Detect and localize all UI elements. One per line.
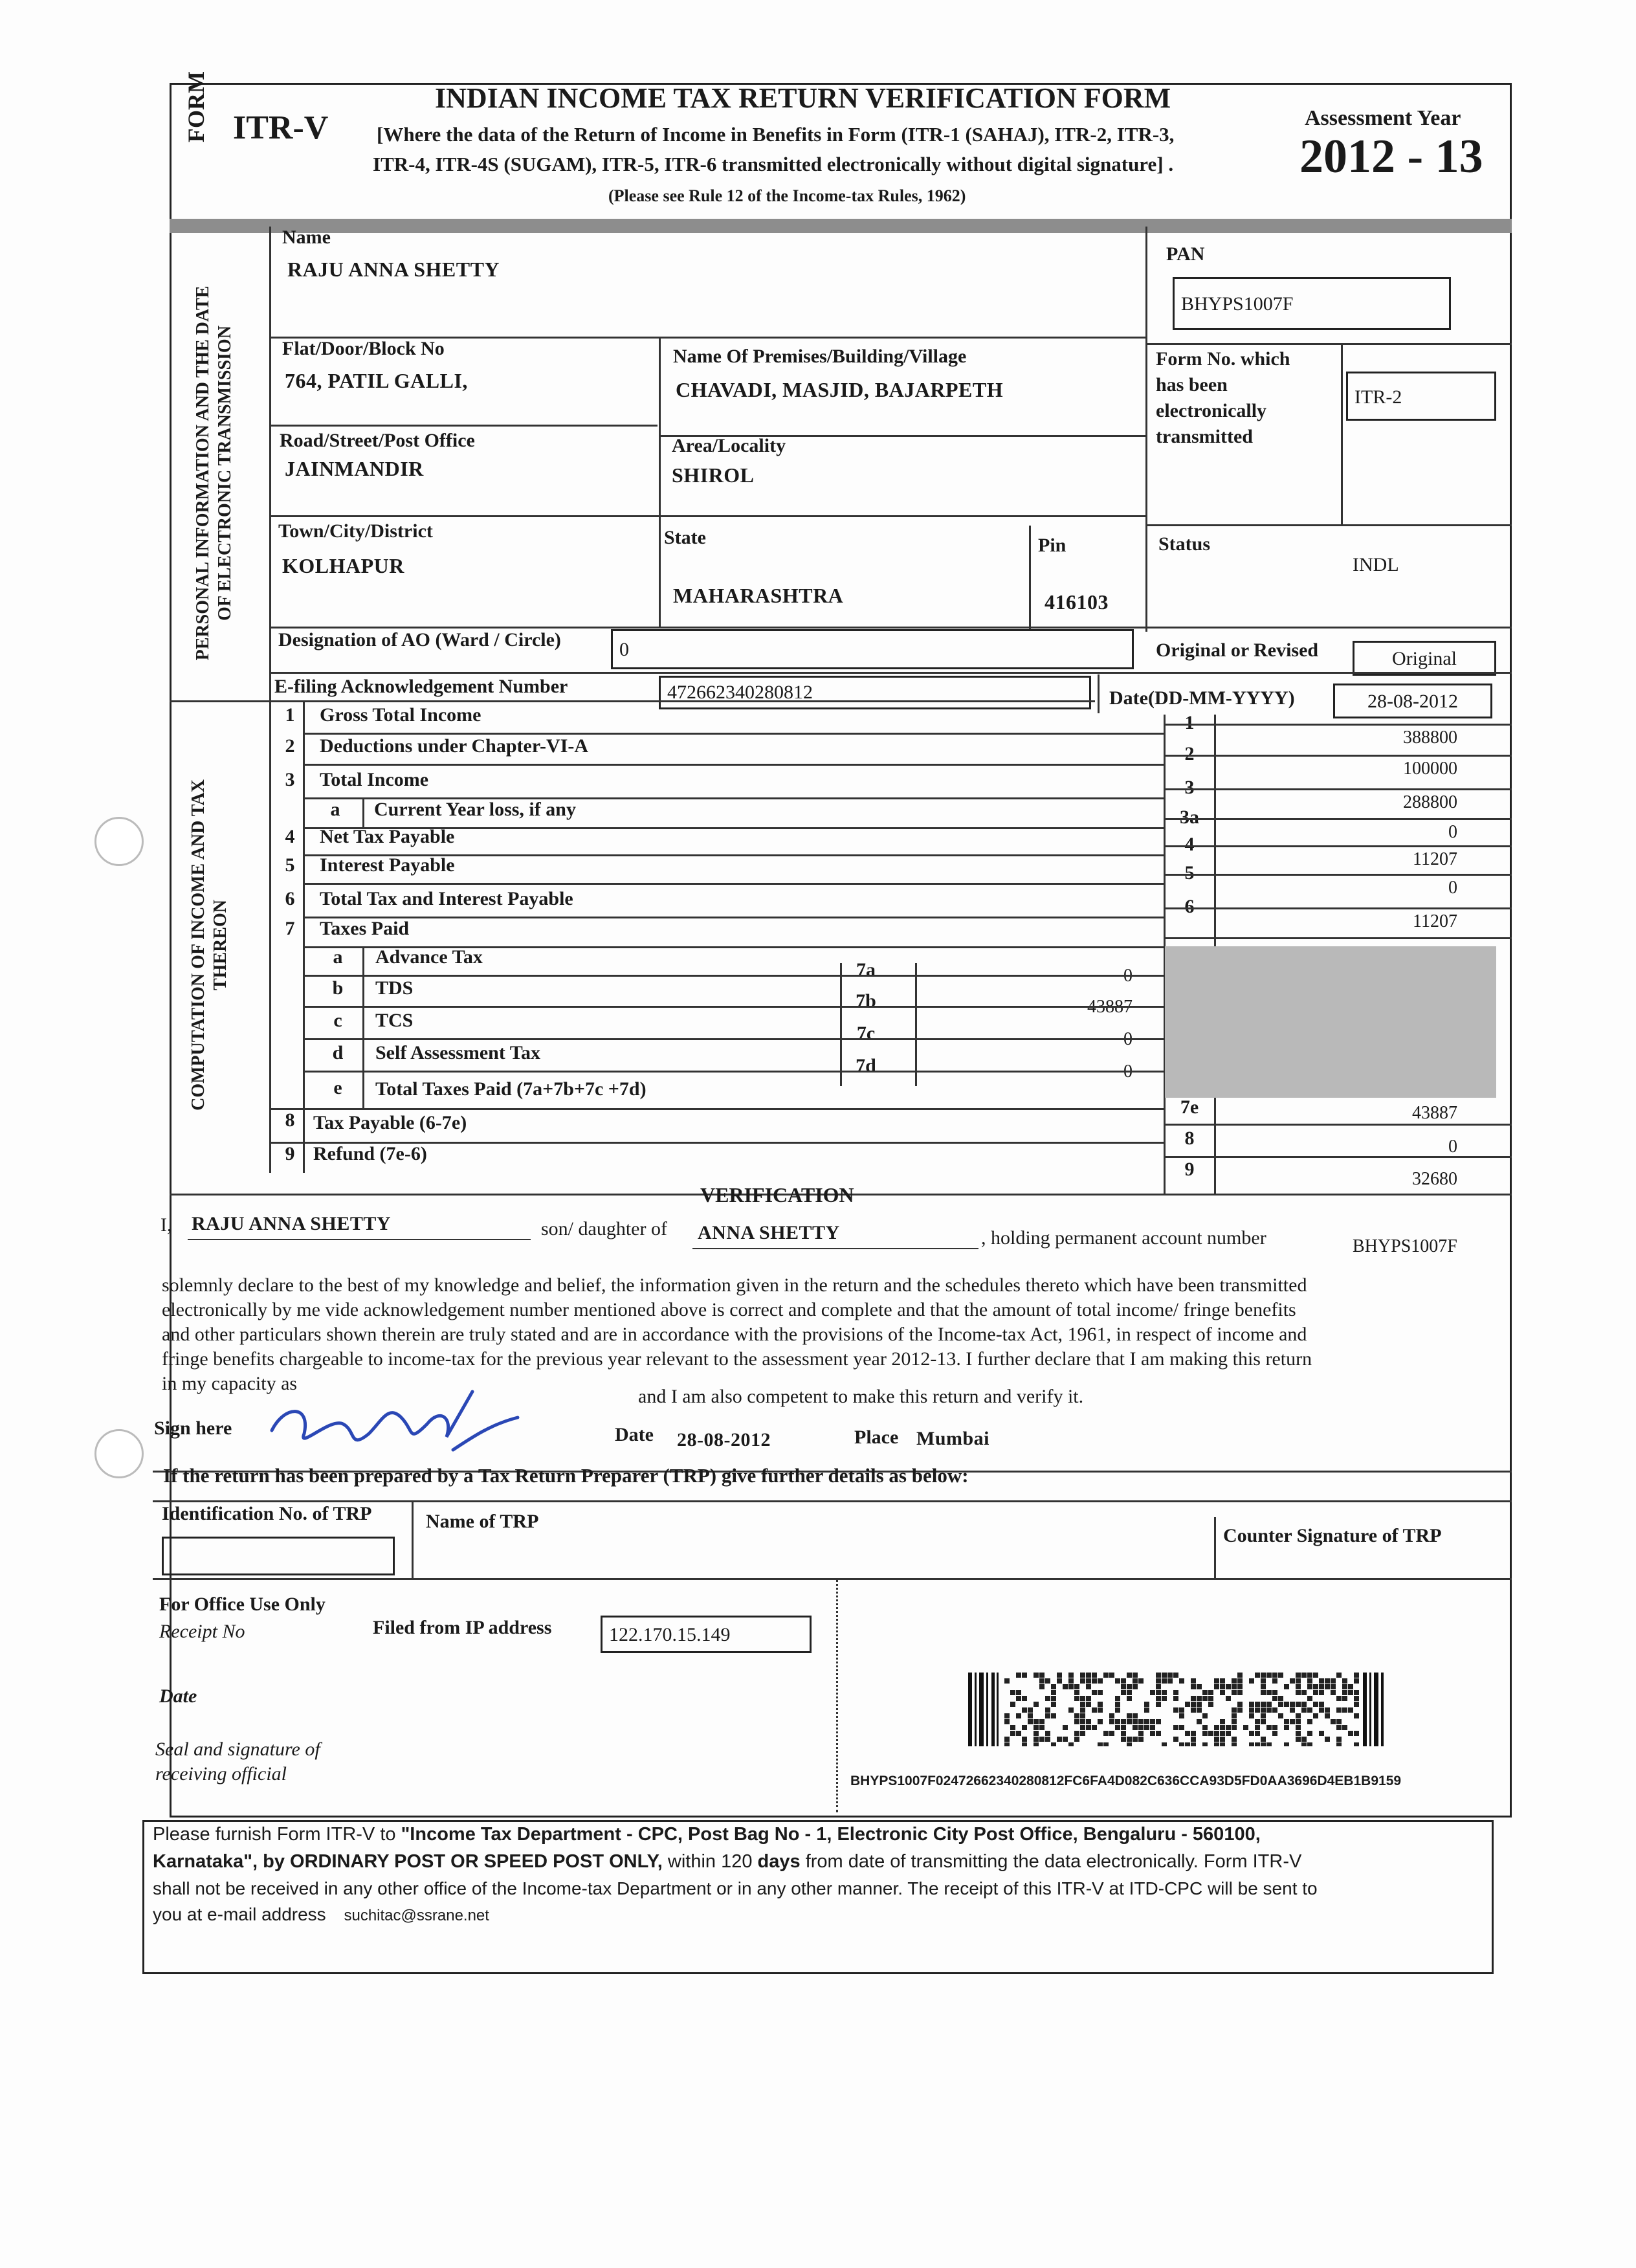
orig-label: Original or Revised (1156, 639, 1319, 661)
status-label: Status (1158, 533, 1211, 555)
row-value: 0 (1448, 822, 1457, 842)
rule (659, 337, 661, 628)
verif-father: ANNA SHETTY (698, 1222, 840, 1243)
tp-code: 7d (856, 1055, 876, 1076)
row-no: 6 (285, 888, 295, 909)
row-no: 2 (285, 735, 295, 757)
date-label: Date(DD-MM-YYYY) (1109, 687, 1295, 709)
footer-line-1 (153, 1824, 1261, 1845)
office-seal-2: receiving official (155, 1763, 287, 1784)
office-receipt: Receipt No (159, 1621, 245, 1642)
tax-payable-label: Tax Payable (6-7e) (313, 1112, 467, 1133)
tp-label: Advance Tax (375, 946, 483, 968)
office-seal-1: Seal and signature of (155, 1739, 320, 1760)
road-label: Road/Street/Post Office (280, 430, 475, 451)
rule (303, 883, 1164, 885)
rule (269, 425, 658, 427)
row-code: 2 (1184, 743, 1195, 764)
footer-line-2a: Karnataka", by (153, 1851, 291, 1872)
row-code: 3 (1184, 777, 1195, 798)
punch-hole-top (94, 817, 144, 866)
rule (269, 227, 271, 700)
rule (153, 1500, 1512, 1502)
rule (303, 1071, 1164, 1073)
form-no-label-2: has been (1156, 374, 1228, 395)
tp-no: b (332, 977, 344, 999)
rule (303, 1038, 1164, 1040)
tp-code: 7a (856, 959, 876, 981)
office-date: Date (159, 1685, 197, 1707)
rule (1164, 755, 1512, 757)
tp-code: 7c (856, 1023, 876, 1044)
tp-value: 0 (1123, 966, 1133, 986)
header-band (170, 219, 1512, 233)
tp-label: TCS (375, 1010, 414, 1031)
ack-field: 472662340280812 (659, 676, 1091, 709)
assessment-year: 2012 - 13 (1299, 130, 1483, 183)
rule (915, 963, 917, 1086)
rule (153, 1578, 1512, 1580)
refund-code: 9 (1184, 1159, 1195, 1180)
rule (1164, 724, 1512, 726)
total-taxes-no: e (333, 1077, 342, 1098)
tp-value: 0 (1123, 1062, 1133, 1082)
barcode-text: BHYPS1007F02472662340280812FC6FA4D082C636CCA93D5FD0AA3696D4EB1B9159 (850, 1773, 1402, 1788)
verif-para-2: electronically by me vide acknowledgement number mentioned above is correct and complete and that the amount of total income/ fringe benefits (162, 1299, 1296, 1320)
rule (1341, 343, 1343, 524)
tax-payable-code: 8 (1184, 1128, 1195, 1149)
rule (412, 1500, 414, 1578)
place-value: Mumbai (916, 1428, 990, 1449)
verif-son-of: son/ daughter of (541, 1218, 667, 1240)
footer-line-2e: from date of transmitting the data electronically. Form ITR-V (800, 1851, 1302, 1872)
footer-line-2c: within 120 (662, 1851, 758, 1872)
verification-heading: VERIFICATION (700, 1183, 854, 1206)
form-code: ITR-V (233, 109, 329, 146)
form-no-label-1: Form No. which (1156, 348, 1290, 370)
state-label: State (664, 527, 706, 548)
verif-date-label: Date (615, 1424, 654, 1445)
rule (303, 917, 1164, 918)
rule (1145, 524, 1512, 526)
tp-no: c (333, 1010, 342, 1031)
form-title: INDIAN INCOME TAX RETURN VERIFICATION FORM (435, 82, 1171, 114)
footer-email: suchitac@ssrane.net (344, 1907, 489, 1924)
tp-label: Self Assessment Tax (375, 1042, 541, 1063)
tax-payable-no: 8 (285, 1109, 295, 1131)
rule (269, 1108, 1164, 1110)
tp-label: TDS (375, 977, 414, 999)
ao-label: Designation of AO (Ward / Circle) (278, 629, 561, 650)
tp-value: 0 (1123, 1029, 1133, 1049)
form-subtitle-1: [Where the data of the Return of Income in Benefits in Form (ITR-1 (SAHAJ), ITR-2, ITR-3, (377, 123, 1175, 146)
punch-hole-bottom (94, 1429, 144, 1478)
refund-label: Refund (7e-6) (313, 1143, 427, 1164)
rule (840, 963, 842, 1086)
rule (269, 515, 1145, 517)
tp-value: 43887 (1087, 997, 1133, 1017)
sign-label: Sign here (154, 1418, 232, 1439)
row-code: 4 (1184, 834, 1195, 855)
ao-field: 0 (611, 629, 1134, 669)
town-value: KOLHAPUR (282, 554, 404, 577)
trp-counter-sig-label: Counter Signature of TRP (1223, 1525, 1442, 1546)
rule (362, 797, 364, 827)
row-no: 7 (285, 918, 295, 939)
verif-para-4: fringe benefits chargeable to income-tax for the previous year relevant to the assessment year 2012-13. I further declare that I am making this return (162, 1348, 1312, 1370)
ip-field: 122.170.15.149 (601, 1616, 812, 1653)
rule (362, 946, 364, 1108)
row-label: Net Tax Payable (320, 826, 455, 847)
verif-para-1: solemnly declare to the best of my knowledge and belief, the information given in the return and the schedules thereto which have been transmitted (162, 1274, 1307, 1296)
tp-no: a (333, 946, 343, 968)
rule (1214, 1517, 1216, 1578)
road-value: JAINMANDIR (285, 457, 424, 480)
rule (1164, 818, 1512, 820)
date-field: 28-08-2012 (1333, 684, 1492, 718)
rule (1164, 1124, 1512, 1126)
footer-line-3: shall not be received in any other office of the Income-tax Department or in any other manner. The receipt of this ITR-V at ITD-CPC will be sent to (153, 1878, 1318, 1898)
ip-label: Filed from IP address (373, 1617, 552, 1638)
row-label: Gross Total Income (320, 704, 481, 726)
row-no: a (330, 799, 340, 820)
rule (1098, 674, 1100, 713)
town-label: Town/City/District (278, 520, 433, 542)
rule (269, 627, 1512, 628)
row-value: 288800 (1403, 792, 1457, 812)
footer-line-2b: ORDINARY POST OR SPEED POST ONLY, (290, 1851, 663, 1872)
flat-value: 764, PATIL GALLI, (285, 369, 468, 392)
row-code: 3a (1180, 806, 1199, 828)
pan-label: PAN (1166, 243, 1205, 265)
trp-id-field (162, 1537, 395, 1575)
rule (1145, 343, 1512, 345)
trp-id-label: Identification No. of TRP (162, 1503, 372, 1524)
rule (269, 672, 1512, 674)
refund-value: 32680 (1412, 1169, 1457, 1189)
place-label: Place (854, 1427, 899, 1448)
row-label: Taxes Paid (320, 918, 410, 939)
rule (303, 975, 1164, 977)
area-label: Area/Locality (672, 435, 786, 456)
premises-label: Name Of Premises/Building/Village (673, 346, 967, 367)
row-value: 100000 (1403, 759, 1457, 779)
rule-note: (Please see Rule 12 of the Income-tax Rules, 1962) (608, 186, 966, 205)
row-value: 11207 (1413, 849, 1457, 869)
name-value: RAJU ANNA SHETTY (287, 258, 500, 281)
flat-label: Flat/Door/Block No (282, 338, 445, 359)
rule (303, 733, 1164, 735)
rule (1164, 845, 1512, 847)
personal-section-label: PERSONAL INFORMATION AND THE DATE OF ELECTRONIC TRANSMISSION (193, 285, 235, 661)
status-value: INDL (1353, 554, 1399, 575)
form-no-label-4: transmitted (1156, 426, 1253, 447)
total-taxes-label: Total Taxes Paid (7a+7b+7c +7d) (375, 1078, 647, 1100)
barcode (968, 1673, 1389, 1746)
rule (1164, 937, 1512, 939)
verif-i: I, (160, 1214, 172, 1236)
tp-no: d (332, 1042, 344, 1063)
form-subtitle-2: ITR-4, ITR-4S (SUGAM), ITR-5, ITR-6 transmitted electronically without digital signature] . (373, 153, 1174, 175)
footer-line-2 (153, 1851, 1301, 1873)
row-code: 1 (1184, 712, 1195, 733)
name-label: Name (282, 227, 331, 248)
row-no: 4 (285, 826, 295, 847)
row-code: 6 (1184, 896, 1195, 917)
tp-code: 7b (856, 990, 876, 1012)
ack-label: E-filing Acknowledgement Number (274, 676, 568, 697)
premises-value: CHAVADI, MASJID, BAJARPETH (676, 378, 1004, 401)
tax-payable-value: 0 (1448, 1137, 1457, 1157)
verif-date-value: 28-08-2012 (677, 1429, 771, 1451)
row-label: Current Year loss, if any (374, 799, 576, 820)
area-value: SHIROL (672, 463, 755, 487)
form-no-label-3: electronically (1156, 400, 1267, 421)
assessment-year-label: Assessment Year (1305, 106, 1461, 130)
row-label: Deductions under Chapter-VI-A (320, 735, 589, 757)
pin-label: Pin (1038, 535, 1067, 556)
footer-line-4a: you at e-mail address (153, 1904, 326, 1924)
pin-value: 416103 (1045, 590, 1109, 614)
office-title: For Office Use Only (159, 1594, 326, 1615)
verif-para-5: in my capacity as (162, 1373, 298, 1394)
rule (1164, 788, 1512, 790)
pan-field: BHYPS1007F (1173, 277, 1451, 330)
footer-line-1b: "Income Tax Department - CPC, Post Bag No - 1, Electronic City Post Office, Bengaluru - 560100, (401, 1824, 1261, 1845)
row-label: Total Income (320, 769, 429, 790)
computation-section-label: COMPUTATION OF INCOME AND TAX THEREON (188, 779, 230, 1111)
verif-name: RAJU ANNA SHETTY (192, 1213, 392, 1234)
row-no: 5 (285, 854, 295, 876)
verif-para-3: and other particulars shown therein are truly stated and are in accordance with the provisions of the Income-tax Act, 1961, in respect of income and (162, 1324, 1307, 1345)
rule (1029, 526, 1031, 629)
verif-holding: , holding permanent account number (981, 1227, 1266, 1249)
rule (1164, 907, 1512, 909)
trp-note: If the return has been prepared by a Tax Return Preparer (TRP) give further details as below: (163, 1464, 969, 1487)
footer-line-1a: Please furnish Form ITR-V to (153, 1824, 401, 1845)
total-taxes-code: 7e (1180, 1096, 1199, 1118)
signature (259, 1379, 531, 1463)
rule (303, 1006, 1164, 1008)
rule (188, 1239, 531, 1240)
form-no-field: ITR-2 (1346, 372, 1496, 421)
rule (1145, 227, 1147, 632)
verif-pan: BHYPS1007F (1353, 1236, 1457, 1256)
row-no: 3 (285, 769, 295, 790)
rule (1164, 1156, 1512, 1158)
footer-line-2d: days (757, 1851, 801, 1872)
refund-no: 9 (285, 1143, 295, 1164)
rule (170, 700, 1095, 702)
form-word: FORM (183, 71, 209, 142)
trp-name-label: Name of TRP (426, 1511, 539, 1532)
verif-para-6: and I am also competent to make this return and verify it. (638, 1386, 1084, 1407)
row-value: 11207 (1413, 911, 1457, 931)
row-label: Total Tax and Interest Payable (320, 888, 573, 909)
footer-line-4 (153, 1904, 489, 1925)
row-label: Interest Payable (320, 854, 455, 876)
rule (303, 764, 1164, 766)
row-value: 0 (1448, 878, 1457, 898)
orig-field: Original (1353, 641, 1496, 676)
total-taxes-value: 43887 (1412, 1103, 1457, 1123)
row-code: 5 (1184, 862, 1195, 884)
row-value: 388800 (1403, 728, 1457, 748)
row-no: 1 (285, 704, 295, 726)
taxes-paid-shade (1165, 946, 1496, 1098)
rule (836, 1579, 838, 1812)
rule (1164, 874, 1512, 876)
rule (692, 1248, 978, 1249)
state-value: MAHARASHTRA (673, 584, 844, 607)
